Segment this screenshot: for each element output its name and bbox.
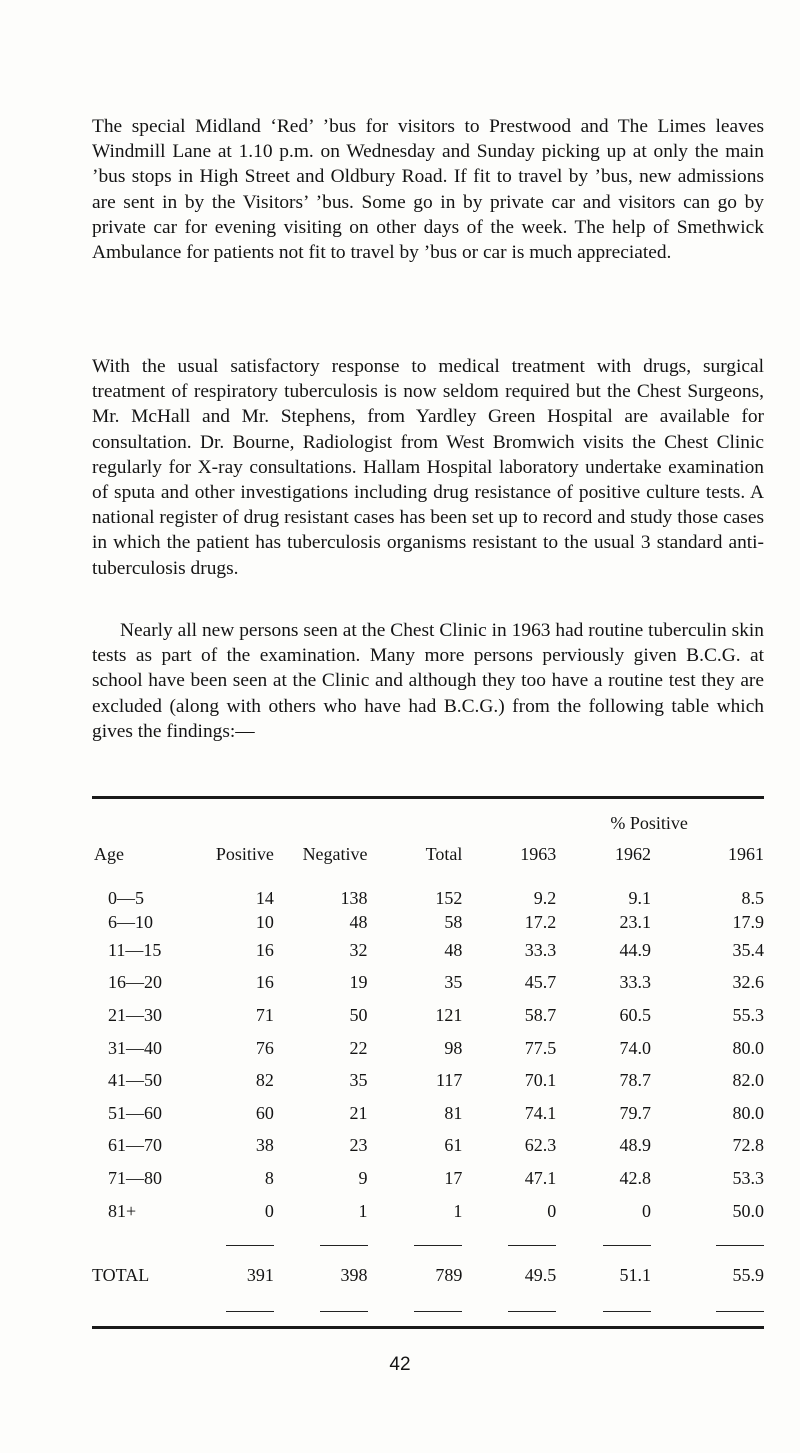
table-row <box>92 999 764 1032</box>
cell-1961: 53.3 <box>732 1167 764 1188</box>
cell-age: 41—50 <box>108 1070 162 1091</box>
cell-total: 789 <box>435 1264 463 1285</box>
table-row <box>92 934 764 967</box>
table-row <box>92 1064 764 1097</box>
rule-line <box>508 1245 556 1246</box>
rule-line <box>603 1245 651 1246</box>
cell-negative: 23 <box>349 1135 368 1156</box>
cell-1962: 42.8 <box>619 1167 651 1188</box>
cell-positive: 0 <box>264 1200 274 1221</box>
cell-negative: 50 <box>349 1004 368 1025</box>
rule-line <box>414 1245 462 1246</box>
cell-1962: 44.9 <box>619 939 651 960</box>
table-row <box>92 1097 764 1130</box>
cell-1963: 58.7 <box>524 1004 557 1025</box>
header-1963: 1963 <box>520 843 557 864</box>
paragraph-bus-service: The special Midland ‘Red’ ’bus for visitors to Prestwood and The Limes leaves Windmill Lane at 1.10 p.m. on Wednesday and Sunday picking up at only the main ’bus stops in High Street and Oldbury Road. If fit to travel by ’bus, new admissions are sent in by the Visitors’ ’bus. Some go in by private car and visitors can go by private car for evening visiting on other days of the week. The help of Smethwick Ambulance for patients not fit to travel by ’bus or car is much appreciated. <box>92 116 764 264</box>
cell-1962: 51.1 <box>619 1264 651 1285</box>
cell-negative: 138 <box>340 887 368 908</box>
cell-negative: 32 <box>349 939 368 960</box>
cell-1963: 45.7 <box>524 972 557 993</box>
cell-1961: 50.0 <box>732 1200 764 1221</box>
cell-1963: 49.5 <box>524 1264 557 1285</box>
cell-1961: 80.0 <box>732 1102 764 1123</box>
rule-line <box>603 1311 651 1312</box>
cell-1962: 23.1 <box>619 911 651 932</box>
table-total-row <box>92 1257 764 1293</box>
total-underline-row <box>92 1293 764 1319</box>
cell-1961: 72.8 <box>732 1135 764 1156</box>
cell-1961: 17.9 <box>732 911 764 932</box>
table-row <box>92 1032 764 1065</box>
tuberculin-findings-table <box>92 808 764 1319</box>
cell-1961: 8.5 <box>741 887 764 908</box>
cell-positive: 82 <box>255 1070 274 1091</box>
paragraph-tuberculin-tests: Nearly all new persons seen at the Chest Clinic in 1963 had routine tuberculin skin tests as part of the examination. Many more persons perviously given B.C.G. at school have been seen at the Clinic and although they too have a routine test they are excluded (along with others who have had B.C.G.) from the following table which gives the findings:— <box>92 620 764 742</box>
header-total: Total <box>425 843 463 864</box>
cell-total: 98 <box>444 1037 463 1058</box>
cell-1963: 77.5 <box>524 1037 557 1058</box>
cell-1963: 70.1 <box>524 1070 557 1091</box>
cell-1961: 82.0 <box>732 1070 764 1091</box>
rule-line <box>508 1311 556 1312</box>
cell-1962: 9.1 <box>628 887 651 908</box>
cell-negative: 48 <box>349 911 368 932</box>
table-row <box>92 1195 764 1228</box>
percent-positive-header: % Positive <box>610 813 688 833</box>
cell-total: 121 <box>435 1004 463 1025</box>
table-bottom-rule <box>92 1326 764 1329</box>
cell-total: 61 <box>444 1135 463 1156</box>
header-age: Age <box>94 843 124 864</box>
rule-line <box>320 1311 368 1312</box>
cell-1963: 33.3 <box>524 939 557 960</box>
cell-positive: 38 <box>255 1135 274 1156</box>
table-group-header-row <box>92 808 764 834</box>
cell-positive: 71 <box>255 1004 274 1025</box>
cell-negative: 19 <box>349 972 368 993</box>
cell-1962: 79.7 <box>619 1102 651 1123</box>
cell-total: 1 <box>453 1200 463 1221</box>
cell-age: 16—20 <box>108 972 162 993</box>
cell-age: 6—10 <box>108 911 153 932</box>
cell-1962: 60.5 <box>619 1004 651 1025</box>
cell-age: 81+ <box>108 1200 137 1221</box>
table-top-rule <box>92 796 764 799</box>
header-positive: Positive <box>215 843 274 864</box>
cell-1962: 33.3 <box>619 972 651 993</box>
cell-age: 61—70 <box>108 1135 162 1156</box>
cell-age: 21—30 <box>108 1004 162 1025</box>
cell-positive: 60 <box>255 1102 274 1123</box>
cell-1963: 9.2 <box>533 887 557 908</box>
cell-1963: 47.1 <box>524 1167 557 1188</box>
total-separator-row <box>92 1227 764 1257</box>
rule-line <box>226 1311 274 1312</box>
rule-line <box>320 1245 368 1246</box>
header-1961: 1961 <box>728 843 764 864</box>
cell-age: 31—40 <box>108 1037 162 1058</box>
cell-1961: 55.9 <box>732 1264 764 1285</box>
page-number: 42 <box>389 1354 411 1375</box>
cell-total: 58 <box>444 911 463 932</box>
header-negative: Negative <box>302 843 368 864</box>
cell-positive: 10 <box>255 911 274 932</box>
cell-positive: 16 <box>255 939 274 960</box>
cell-age: 71—80 <box>108 1167 162 1188</box>
cell-negative: 35 <box>349 1070 368 1091</box>
cell-total: 17 <box>444 1167 463 1188</box>
cell-1962: 0 <box>642 1200 651 1221</box>
cell-age: TOTAL <box>92 1264 150 1285</box>
rule-line <box>226 1245 274 1246</box>
header-1962: 1962 <box>615 843 651 864</box>
table-row <box>92 910 764 934</box>
cell-total: 117 <box>436 1070 463 1091</box>
table-row <box>92 1130 764 1163</box>
table-row <box>92 1162 764 1195</box>
cell-total: 35 <box>444 972 463 993</box>
cell-negative: 398 <box>340 1264 368 1285</box>
cell-age: 51—60 <box>108 1102 162 1123</box>
cell-1963: 0 <box>547 1200 557 1221</box>
cell-positive: 8 <box>264 1167 274 1188</box>
cell-1962: 74.0 <box>619 1037 651 1058</box>
cell-1961: 55.3 <box>732 1004 764 1025</box>
cell-total: 48 <box>444 939 463 960</box>
cell-1962: 78.7 <box>619 1070 651 1091</box>
cell-total: 152 <box>435 887 463 908</box>
cell-negative: 1 <box>358 1200 368 1221</box>
cell-total: 81 <box>444 1102 463 1123</box>
cell-1961: 32.6 <box>732 972 764 993</box>
cell-age: 0—5 <box>108 887 144 908</box>
cell-1963: 17.2 <box>524 911 557 932</box>
cell-positive: 76 <box>255 1037 274 1058</box>
rule-line <box>414 1311 462 1312</box>
cell-positive: 14 <box>255 887 274 908</box>
rule-line <box>716 1245 764 1246</box>
cell-1963: 74.1 <box>524 1102 557 1123</box>
cell-positive: 391 <box>246 1264 274 1285</box>
cell-1961: 35.4 <box>732 939 764 960</box>
cell-1963: 62.3 <box>524 1135 557 1156</box>
cell-negative: 22 <box>349 1037 368 1058</box>
cell-negative: 21 <box>349 1102 368 1123</box>
table-row <box>92 886 764 910</box>
table-header-row <box>92 834 764 874</box>
rule-line <box>716 1311 764 1312</box>
table-row <box>92 967 764 1000</box>
cell-1961: 80.0 <box>732 1037 764 1058</box>
cell-1962: 48.9 <box>619 1135 651 1156</box>
cell-positive: 16 <box>255 972 274 993</box>
cell-negative: 9 <box>358 1167 368 1188</box>
cell-age: 11—15 <box>108 939 162 960</box>
paragraph-treatment: With the usual satisfactory response to medical treatment with drugs, surgical treatment of respiratory tuberculosis is now seldom required but the Chest Surgeons, Mr. McHall and Mr. Stephens, from Yardley Green Hospital are available for consultation. Dr. Bourne, Radiologist from West Bromwich visits the Chest Clinic regularly for X-ray consultations. Hallam Hospital laboratory undertake examination of sputa and other investigations including drug resistance of positive culture tests. A national register of drug resistant cases has been set up to record and study those cases in which the patient has tuberculosis organisms resistant to the usual 3 standard anti-tuberculosis drugs. <box>92 356 764 579</box>
